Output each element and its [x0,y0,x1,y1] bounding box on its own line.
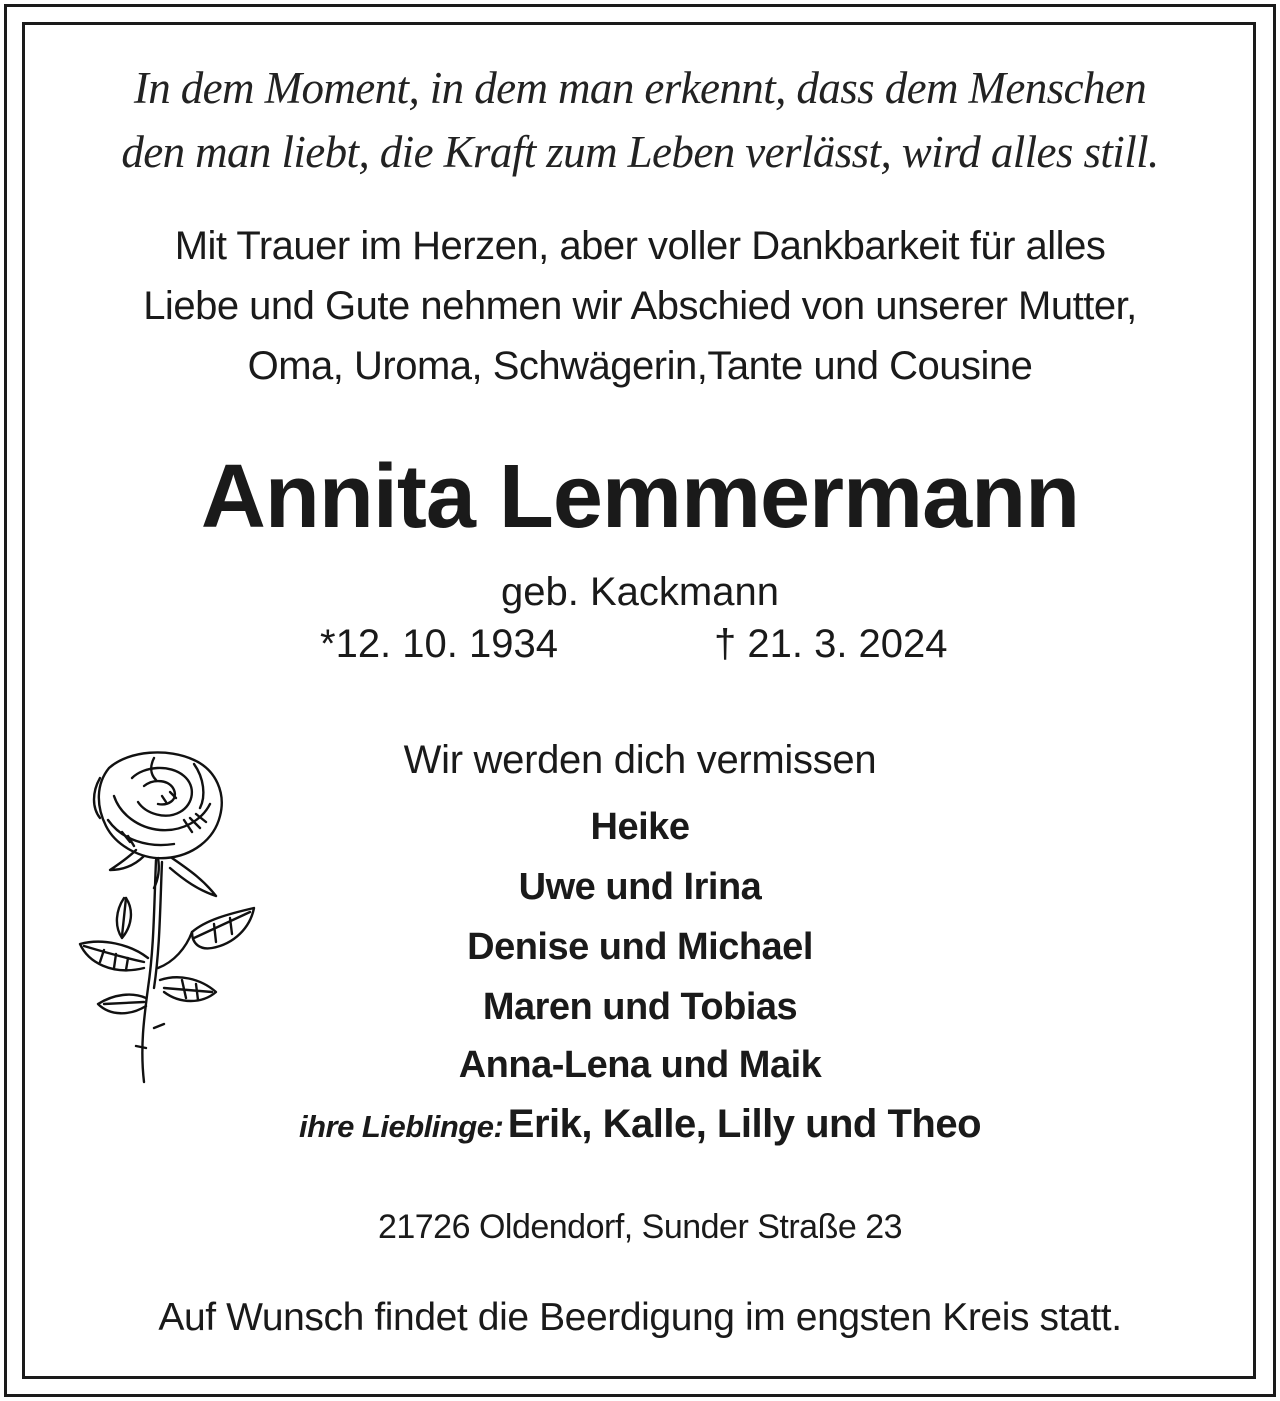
family-member: Uwe und Irina [518,866,762,908]
intro-line-1: Mit Trauer im Herzen, aber voller Dankbarkeit für alles [174,224,1106,268]
date-of-birth: *12. 10. 1934 [320,622,558,666]
deceased-name: Annita Lemmermann [200,447,1080,547]
favorites-names: Erik, Kalle, Lilly und Theo [507,1102,982,1146]
quote-line-2: den man liebt, die Kraft zum Leben verlässt, wird alles still. [121,127,1159,177]
family-member: Anna-Lena und Maik [458,1044,822,1086]
mourners-heading: Wir werden dich vermissen [403,738,877,782]
intro-line-3: Oma, Uroma, Schwägerin,Tante und Cousine [247,344,1033,388]
rose-icon [74,748,264,1088]
quote-line-1: In dem Moment, in dem man erkennt, dass dem Menschen [133,63,1147,113]
intro-line-2: Liebe und Gute nehmen wir Abschied von unserer Mutter, [143,284,1137,328]
family-member: Denise und Michael [467,926,813,968]
family-member: Maren und Tobias [482,986,798,1028]
address: 21726 Oldendorf, Sunder Straße 23 [377,1208,903,1246]
date-of-death: † 21. 3. 2024 [714,622,948,666]
favorites-label: ihre Lieblinge: [298,1109,504,1144]
birth-name: geb. Kackmann [501,570,779,614]
family-member: Heike [590,806,690,848]
closing-note: Auf Wunsch findet die Beerdigung im engsten Kreis statt. [158,1296,1122,1339]
favorites-line [0,1102,1280,1147]
